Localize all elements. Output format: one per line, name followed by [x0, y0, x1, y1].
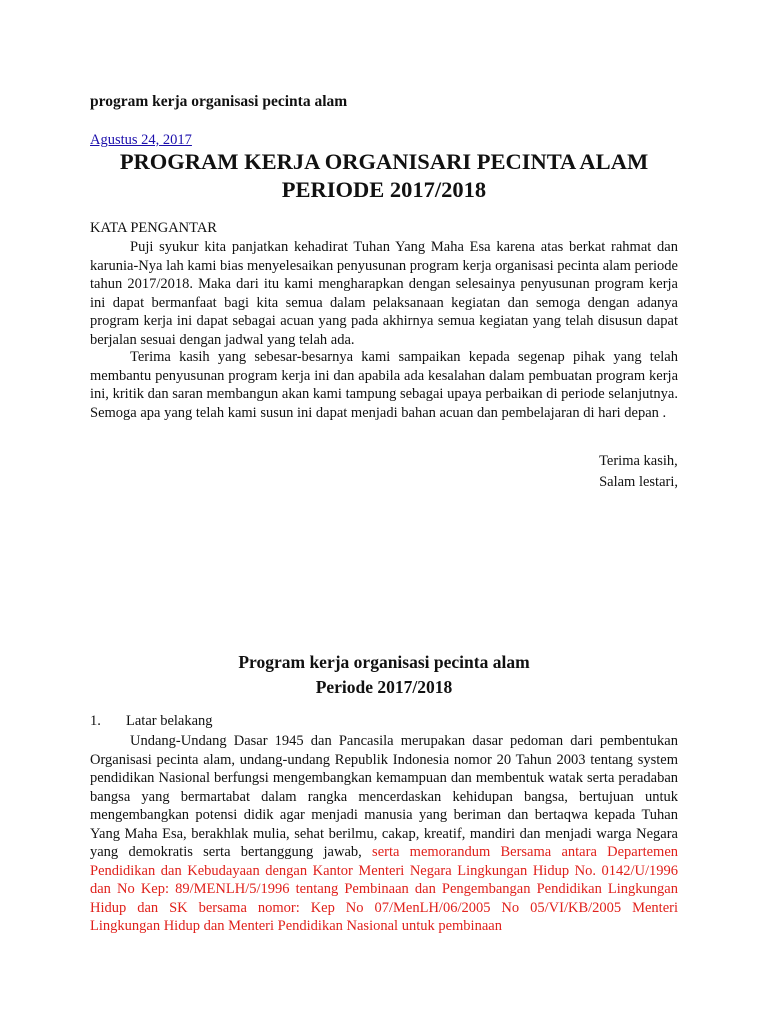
latar-belakang-paragraph: [90, 732, 678, 936]
paragraph-1-text: Puji syukur kita panjatkan kehadirat Tuhan Yang Maha Esa karena atas berkat rahmat dan karunia-Nya lah kami bias menyelesaikan penyusunan program kerja organisasi pecinta alam periode tahun 2017/2018. Maka dari itu kami mengharapkan dengan selesainya penyusunan program kerja ini dapat bermanfaat bagi kita semua dalam pelaksanaan kegiatan dan semoga dengan adanya program kerja ini dapat sebagai acuan yang pada akhirnya semua kegiatan yang telah disusun dapat berjalan sesuai dengan jadwal yang telah ada.: [90, 239, 678, 348]
latar-belakang-text: Undang-Undang Dasar 1945 dan Pancasila merupakan dasar pedoman dari pembentukan Organisasi pecinta alam, undang-undang Republik Indonesia nomor 20 Tahun 2003 tentang system pendidikan Nasional berfungsi mengembangkan kemampuan dan membentuk watak serta peradaban bangsa yang bermartabat dalam rangka mencerdaskan kehidupan bangsa, bertujuan untuk mengembangkan potensi didik agar menjadi manusia yang beriman dan bertaqwa kepada Tuhan Yang Maha Esa, berakhlak mulia, sehat berilmu, cakap, kreatif, mandiri dan menjadi warga Negara yang demokratis serta bertanggung jawab,: [90, 733, 678, 860]
section-heading-line2: Periode 2017/2018: [315, 677, 453, 697]
closing-thanks: Terima kasih,: [599, 453, 678, 469]
kata-pengantar-paragraph-1: [90, 238, 678, 349]
closing-greeting: Salam lestari,: [599, 474, 678, 490]
paragraph-2-text: Terima kasih yang sebesar-besarnya kami sampaikan kepada segenap pihak yang telah membantu penyusunan program kerja ini dan apabila ada kesalahan dalam pembuatan program kerja ini, kritik dan saran membangun akan kami tampung sebagai upaya perbaikan di periode selanjutnya. Semoga apa yang telah kami susun ini dapat menjadi bahan acuan dan pembelajaran di hari depan .: [90, 349, 678, 421]
kata-pengantar-label: KATA PENGANTAR: [90, 220, 217, 236]
document-heading: [90, 148, 678, 204]
post-title: program kerja organisasi pecinta alam: [90, 93, 348, 110]
kata-pengantar-paragraph-2: [90, 348, 678, 422]
section-heading: [90, 650, 678, 700]
list-item-number: 1.: [90, 713, 101, 729]
closing-block: [599, 451, 678, 493]
document-page: [90, 0, 678, 1024]
list-item-label: Latar belakang: [126, 713, 213, 729]
post-date-link[interactable]: Agustus 24, 2017: [90, 132, 192, 148]
document-heading-line1: PROGRAM KERJA ORGANISARI PECINTA ALAM: [119, 149, 649, 174]
section-heading-line1: Program kerja organisasi pecinta alam: [238, 652, 530, 672]
list-item-latar-belakang: [90, 713, 213, 730]
latar-belakang-red-text: serta memorandum Bersama antara Departemen Pendidikan dan Kebudayaan dengan Kantor Menteri Negara Lingkungan Hidup No. 0142/U/1996 dan No Kep: 89/MENLH/5/1996 tentang Pembinaan dan Pengembangan Pendidikan Lingkungan Hidup dan SK bersama nomor: Kep No 07/MenLH/06/2005 No 05/VI/KB/2005 Menteri Lingkungan Hidup dan Menteri Pendidikan Nasional untuk pembinaan: [90, 844, 679, 934]
document-heading-line2: PERIODE 2017/2018: [281, 177, 487, 202]
